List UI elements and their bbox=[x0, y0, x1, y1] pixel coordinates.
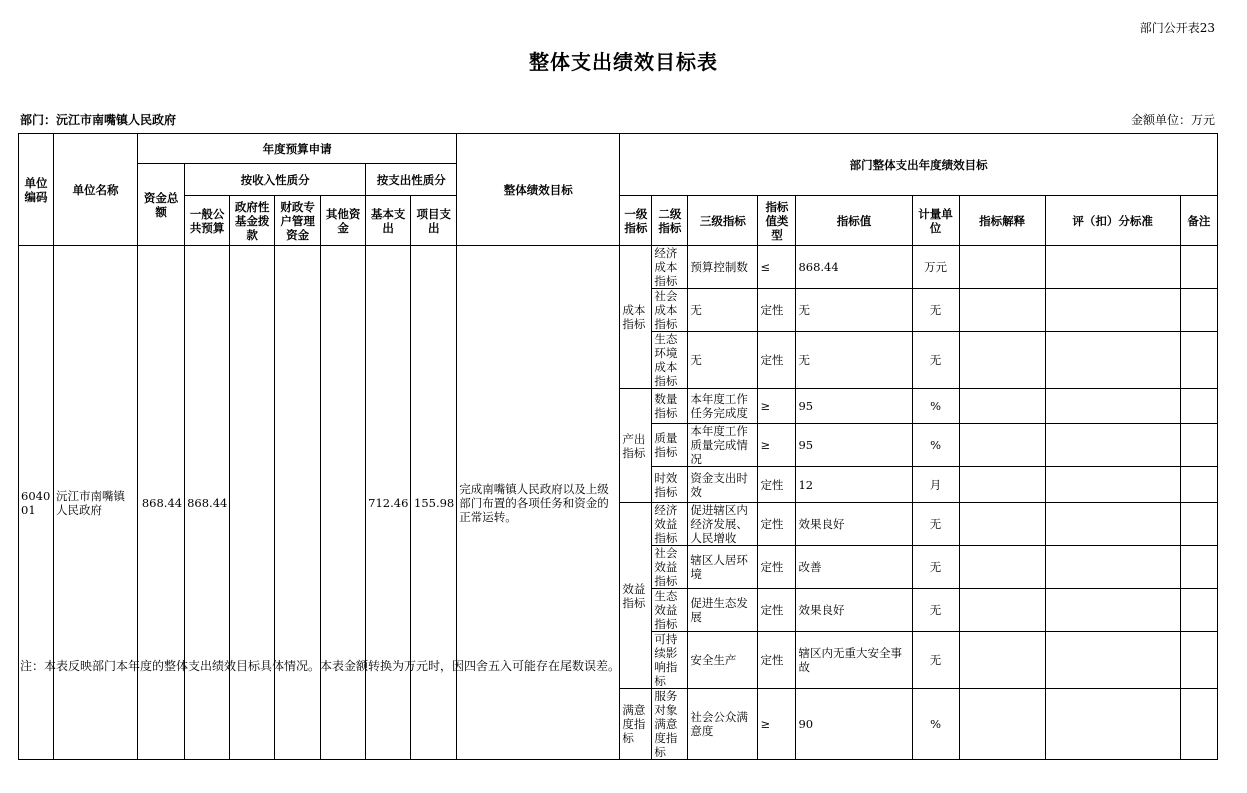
measure-unit-cell: 无 bbox=[912, 289, 959, 332]
measure-unit-cell: 无 bbox=[912, 589, 959, 632]
scoring-cell bbox=[1045, 503, 1180, 546]
level3-cell: 预算控制数 bbox=[688, 246, 758, 289]
value-cell: 改善 bbox=[796, 546, 912, 589]
level3-cell: 社会公众满意度 bbox=[688, 689, 758, 760]
value-cell: 效果良好 bbox=[796, 503, 912, 546]
level3-cell: 无 bbox=[688, 332, 758, 389]
general-budget-cell: 868.44 bbox=[185, 246, 230, 760]
level2-cell: 时效指标 bbox=[652, 467, 688, 503]
scoring-cell bbox=[1045, 689, 1180, 760]
value-type-cell: 定性 bbox=[758, 332, 796, 389]
header-unit-code: 单位编码 bbox=[19, 134, 54, 246]
scoring-cell bbox=[1045, 289, 1180, 332]
department-label: 部门：沅江市南嘴镇人民政府 bbox=[20, 113, 177, 127]
header-level3: 三级指标 bbox=[688, 196, 758, 246]
header-by-expense: 按支出性质分 bbox=[366, 164, 457, 196]
value-type-cell: 定性 bbox=[758, 632, 796, 689]
level3-cell: 本年度工作任务完成度 bbox=[688, 389, 758, 424]
measure-unit-cell: 无 bbox=[912, 332, 959, 389]
value-type-cell: 定性 bbox=[758, 289, 796, 332]
level2-cell: 生态效益指标 bbox=[652, 589, 688, 632]
remark-cell bbox=[1180, 246, 1217, 289]
value-cell: 辖区内无重大安全事故 bbox=[796, 632, 912, 689]
header-unit-name: 单位名称 bbox=[54, 134, 138, 246]
header-by-income: 按收入性质分 bbox=[185, 164, 366, 196]
level2-cell: 社会效益指标 bbox=[652, 546, 688, 589]
value-cell: 95 bbox=[796, 389, 912, 424]
value-type-cell: 定性 bbox=[758, 503, 796, 546]
value-cell: 868.44 bbox=[796, 246, 912, 289]
value-type-cell: 定性 bbox=[758, 467, 796, 503]
header-basic-expense: 基本支出 bbox=[366, 196, 411, 246]
remark-cell bbox=[1180, 332, 1217, 389]
header-total-funds: 资金总额 bbox=[138, 164, 185, 246]
value-type-cell: ≥ bbox=[758, 689, 796, 760]
level3-cell: 本年度工作质量完成情况 bbox=[688, 424, 758, 467]
value-type-cell: ≤ bbox=[758, 246, 796, 289]
remark-cell bbox=[1180, 389, 1217, 424]
explanation-cell bbox=[959, 546, 1045, 589]
remark-cell bbox=[1180, 546, 1217, 589]
measure-unit-cell: 无 bbox=[912, 503, 959, 546]
value-cell: 12 bbox=[796, 467, 912, 503]
level2-cell: 经济效益指标 bbox=[652, 503, 688, 546]
level2-cell: 质量指标 bbox=[652, 424, 688, 467]
value-cell: 95 bbox=[796, 424, 912, 467]
level3-cell: 促进辖区内经济发展、人民增收 bbox=[688, 503, 758, 546]
scoring-cell bbox=[1045, 546, 1180, 589]
header-overall-goal: 整体绩效目标 bbox=[457, 134, 620, 246]
value-type-cell: 定性 bbox=[758, 589, 796, 632]
remark-cell bbox=[1180, 503, 1217, 546]
header-performance-goals: 部门整体支出年度绩效目标 bbox=[620, 134, 1218, 196]
group-benefit-indicators: 效益指标 bbox=[620, 503, 652, 689]
value-cell: 90 bbox=[796, 689, 912, 760]
explanation-cell bbox=[959, 503, 1045, 546]
form-number: 部门公开表23 bbox=[1139, 21, 1215, 35]
scoring-cell bbox=[1045, 389, 1180, 424]
level2-cell: 数量指标 bbox=[652, 389, 688, 424]
value-type-cell: 定性 bbox=[758, 546, 796, 589]
level3-cell: 安全生产 bbox=[688, 632, 758, 689]
level3-cell: 无 bbox=[688, 289, 758, 332]
total-funds-cell: 868.44 bbox=[138, 246, 185, 760]
measure-unit-cell: 无 bbox=[912, 546, 959, 589]
explanation-cell bbox=[959, 246, 1045, 289]
header-annual-budget: 年度预算申请 bbox=[138, 134, 457, 164]
value-cell: 无 bbox=[796, 289, 912, 332]
value-cell: 无 bbox=[796, 332, 912, 389]
measure-unit-cell: % bbox=[912, 389, 959, 424]
level2-cell: 生态环境成本指标 bbox=[652, 332, 688, 389]
explanation-cell bbox=[959, 424, 1045, 467]
header-gov-fund: 政府性基金拨款 bbox=[230, 196, 275, 246]
scoring-cell bbox=[1045, 589, 1180, 632]
level2-cell: 可持续影响指标 bbox=[652, 632, 688, 689]
group-satisfaction-indicators: 满意度指标 bbox=[620, 689, 652, 760]
header-remark: 备注 bbox=[1180, 196, 1217, 246]
header-special-account: 财政专户管理资金 bbox=[275, 196, 321, 246]
level2-cell: 经济成本指标 bbox=[652, 246, 688, 289]
measure-unit-cell: 万元 bbox=[912, 246, 959, 289]
basic-expense-cell: 712.46 bbox=[366, 246, 411, 760]
scoring-cell bbox=[1045, 332, 1180, 389]
header-explanation: 指标解释 bbox=[959, 196, 1045, 246]
explanation-cell bbox=[959, 589, 1045, 632]
explanation-cell bbox=[959, 389, 1045, 424]
group-output-indicators: 产出指标 bbox=[620, 389, 652, 503]
header-scoring: 评（扣）分标准 bbox=[1045, 196, 1180, 246]
level2-cell: 社会成本指标 bbox=[652, 289, 688, 332]
level3-cell: 促进生态发展 bbox=[688, 589, 758, 632]
header-value: 指标值 bbox=[796, 196, 912, 246]
amount-unit-label: 金额单位：万元 bbox=[1130, 113, 1215, 127]
remark-cell bbox=[1180, 689, 1217, 760]
level3-cell: 资金支出时效 bbox=[688, 467, 758, 503]
remark-cell bbox=[1180, 289, 1217, 332]
header-value-type: 指标值类型 bbox=[758, 196, 796, 246]
project-expense-cell: 155.98 bbox=[411, 246, 457, 760]
measure-unit-cell: % bbox=[912, 689, 959, 760]
header-level2: 二级指标 bbox=[652, 196, 688, 246]
value-type-cell: ≥ bbox=[758, 389, 796, 424]
explanation-cell bbox=[959, 689, 1045, 760]
explanation-cell bbox=[959, 332, 1045, 389]
header-other-funds: 其他资金 bbox=[321, 196, 366, 246]
value-cell: 效果良好 bbox=[796, 589, 912, 632]
remark-cell bbox=[1180, 589, 1217, 632]
measure-unit-cell: % bbox=[912, 424, 959, 467]
other-funds-cell bbox=[321, 246, 366, 760]
explanation-cell bbox=[959, 289, 1045, 332]
scoring-cell bbox=[1045, 246, 1180, 289]
measure-unit-cell: 无 bbox=[912, 632, 959, 689]
special-account-cell bbox=[275, 246, 321, 760]
scoring-cell bbox=[1045, 424, 1180, 467]
scoring-cell bbox=[1045, 467, 1180, 503]
gov-fund-cell bbox=[230, 246, 275, 760]
group-cost-indicators: 成本指标 bbox=[620, 246, 652, 389]
measure-unit-cell: 月 bbox=[912, 467, 959, 503]
value-type-cell: ≥ bbox=[758, 424, 796, 467]
unit-code-cell: 604001 bbox=[19, 246, 54, 760]
footnote: 注：本表反映部门本年度的整体支出绩效目标具体情况。本表金额转换为万元时，因四舍五入可能存在尾数误差。 bbox=[20, 659, 621, 673]
header-measure-unit: 计量单位 bbox=[912, 196, 959, 246]
header-level1: 一级指标 bbox=[620, 196, 652, 246]
scoring-cell bbox=[1045, 632, 1180, 689]
overall-goal-cell: 完成南嘴镇人民政府以及上级部门布置的各项任务和资金的正常运转。 bbox=[457, 246, 620, 760]
explanation-cell bbox=[959, 632, 1045, 689]
header-general-budget: 一般公共预算 bbox=[185, 196, 230, 246]
explanation-cell bbox=[959, 467, 1045, 503]
header-project-expense: 项目支出 bbox=[411, 196, 457, 246]
page-title: 整体支出绩效目标表 bbox=[529, 50, 718, 74]
unit-name-cell: 沅江市南嘴镇人民政府 bbox=[54, 246, 138, 760]
level3-cell: 辖区人居环境 bbox=[688, 546, 758, 589]
remark-cell bbox=[1180, 632, 1217, 689]
remark-cell bbox=[1180, 467, 1217, 503]
remark-cell bbox=[1180, 424, 1217, 467]
level2-cell: 服务对象满意度指标 bbox=[652, 689, 688, 760]
